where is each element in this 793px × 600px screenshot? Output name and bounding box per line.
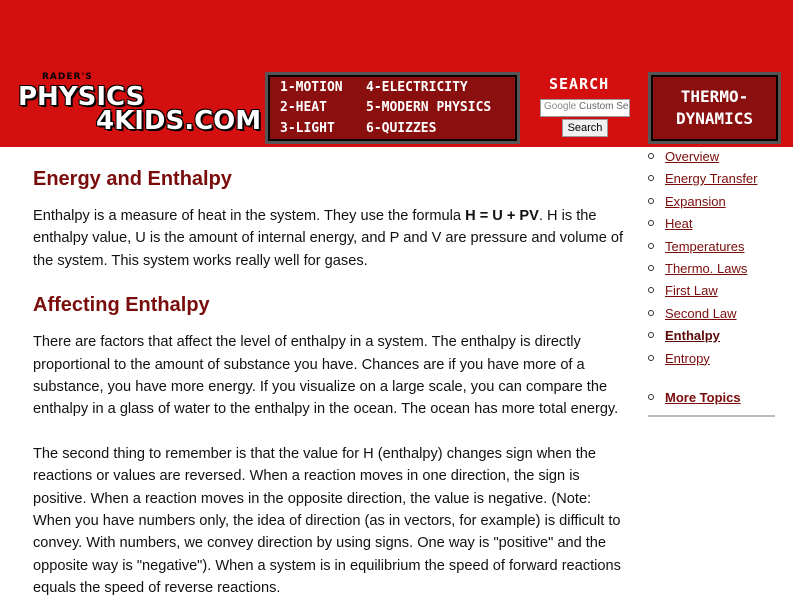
bullet-icon: [648, 220, 654, 226]
paragraph-intro: [33, 205, 633, 272]
bullet-icon: [648, 287, 654, 293]
logo-physics: PHYSICS: [18, 82, 145, 112]
section-badge[interactable]: [648, 72, 781, 144]
search-input[interactable]: [540, 99, 630, 117]
sidebar-link[interactable]: Second Law: [665, 305, 737, 321]
intro-text-end: . H is the enthalpy value, U is the amount of internal energy, and P and V are pressure and volume of the system. This system works really well for gases.: [33, 208, 624, 269]
sidebar-divider: [648, 415, 775, 417]
enthalpy-formula: H = U + PV: [465, 208, 539, 224]
topic-link-modern-physics[interactable]: 5-MODERN PHYSICS: [366, 100, 492, 116]
intro-text-start: Enthalpy is a measure of heat in the system. They use the formula: [33, 208, 466, 224]
bullet-icon: [648, 243, 654, 249]
search-button[interactable]: Search: [562, 119, 608, 137]
search-placeholder: Custom Se: [579, 101, 629, 112]
sidebar-link[interactable]: Entropy: [665, 350, 710, 366]
search-box: [537, 72, 633, 144]
site-logo[interactable]: [12, 72, 262, 142]
bullet-icon: [648, 394, 654, 400]
sidebar-item-more-topics: [648, 387, 775, 409]
sidebar-item-enthalpy: [648, 325, 775, 347]
topic-link-quizzes[interactable]: 6-QUIZZES: [366, 121, 437, 137]
sidebar-link[interactable]: Expansion: [665, 193, 726, 209]
sidebar-link[interactable]: First Law: [665, 283, 718, 299]
sidebar-item-first-law: [648, 280, 775, 302]
topic-link-motion[interactable]: 1-MOTION: [280, 79, 343, 95]
paragraph-sign: The second thing to remember is that the value for H (enthalpy) changes sign when the reactions or values are reversed. When a reaction moves in one direction, the sign is positive. When a reaction moves in the opposite direction, the value is negative. (Note: When you have numbers only, the idea of direction (as in vectors, for example) is difficult to convey. With numbers, we convey direction by using signs. One way is "positive" and the opposite way is "negative"). When a system is in equilibrium the speed of forward reactions equals the speed of reverse reactions.: [33, 445, 621, 597]
section-badge-line1: THERMO-: [680, 87, 749, 106]
sidebar-item-thermo-laws: [648, 258, 775, 280]
sidebar-item-overview: [648, 146, 775, 168]
topic-nav: [265, 72, 520, 144]
logo-tagline: RADER'S: [42, 72, 93, 82]
sidebar-link[interactable]: Temperatures: [665, 238, 745, 254]
google-logo: Google: [544, 101, 577, 112]
bullet-icon: [648, 310, 654, 316]
heading-energy-enthalpy: Energy and Enthalpy: [33, 168, 232, 190]
sidebar-item-heat: [648, 213, 775, 235]
search-title: SEARCH: [549, 75, 610, 93]
article: [33, 168, 633, 600]
sidebar-item-second-law: [648, 303, 775, 325]
bullet-icon: [648, 355, 654, 361]
bullet-icon: [648, 153, 654, 159]
sidebar-link[interactable]: Overview: [665, 149, 720, 164]
topic-link-light[interactable]: 3-LIGHT: [280, 121, 335, 137]
sidebar-nav: [648, 146, 775, 417]
topic-link-electricity[interactable]: 4-ELECTRICITY: [366, 79, 468, 95]
bullet-icon: [648, 265, 654, 271]
topic-link-heat[interactable]: 2-HEAT: [280, 100, 327, 116]
paragraph-factors: There are factors that affect the level of enthalpy in a system. The enthalpy is directly proportional to the amount of substance you have. Chances are if you have more of a substance, you have more energy. If you visualize on a large scale, you can compare the enthalpy in a glass of water to the enthalpy in the ocean. The ocean has more total energy.: [33, 334, 619, 418]
sidebar-item-temperatures: [648, 236, 775, 258]
more-topics-link[interactable]: More Topics: [665, 389, 741, 405]
bullet-icon: [648, 175, 654, 181]
section-badge-line2: DYNAMICS: [675, 109, 754, 128]
sidebar-link-current[interactable]: Enthalpy: [665, 328, 720, 344]
heading-affecting-enthalpy: Affecting Enthalpy: [33, 294, 210, 317]
sidebar-link[interactable]: Energy Transfer: [665, 171, 758, 187]
sidebar-link[interactable]: Heat: [665, 216, 693, 232]
sidebar-item-entropy: [648, 348, 775, 370]
bullet-icon: [648, 332, 654, 338]
bullet-icon: [648, 198, 654, 204]
logo-4kids: 4KIDS.COM: [96, 106, 262, 136]
sidebar-item-expansion: [648, 191, 775, 213]
sidebar-item-energy-transfer: [648, 168, 775, 190]
sidebar-link[interactable]: Thermo. Laws: [665, 260, 748, 276]
